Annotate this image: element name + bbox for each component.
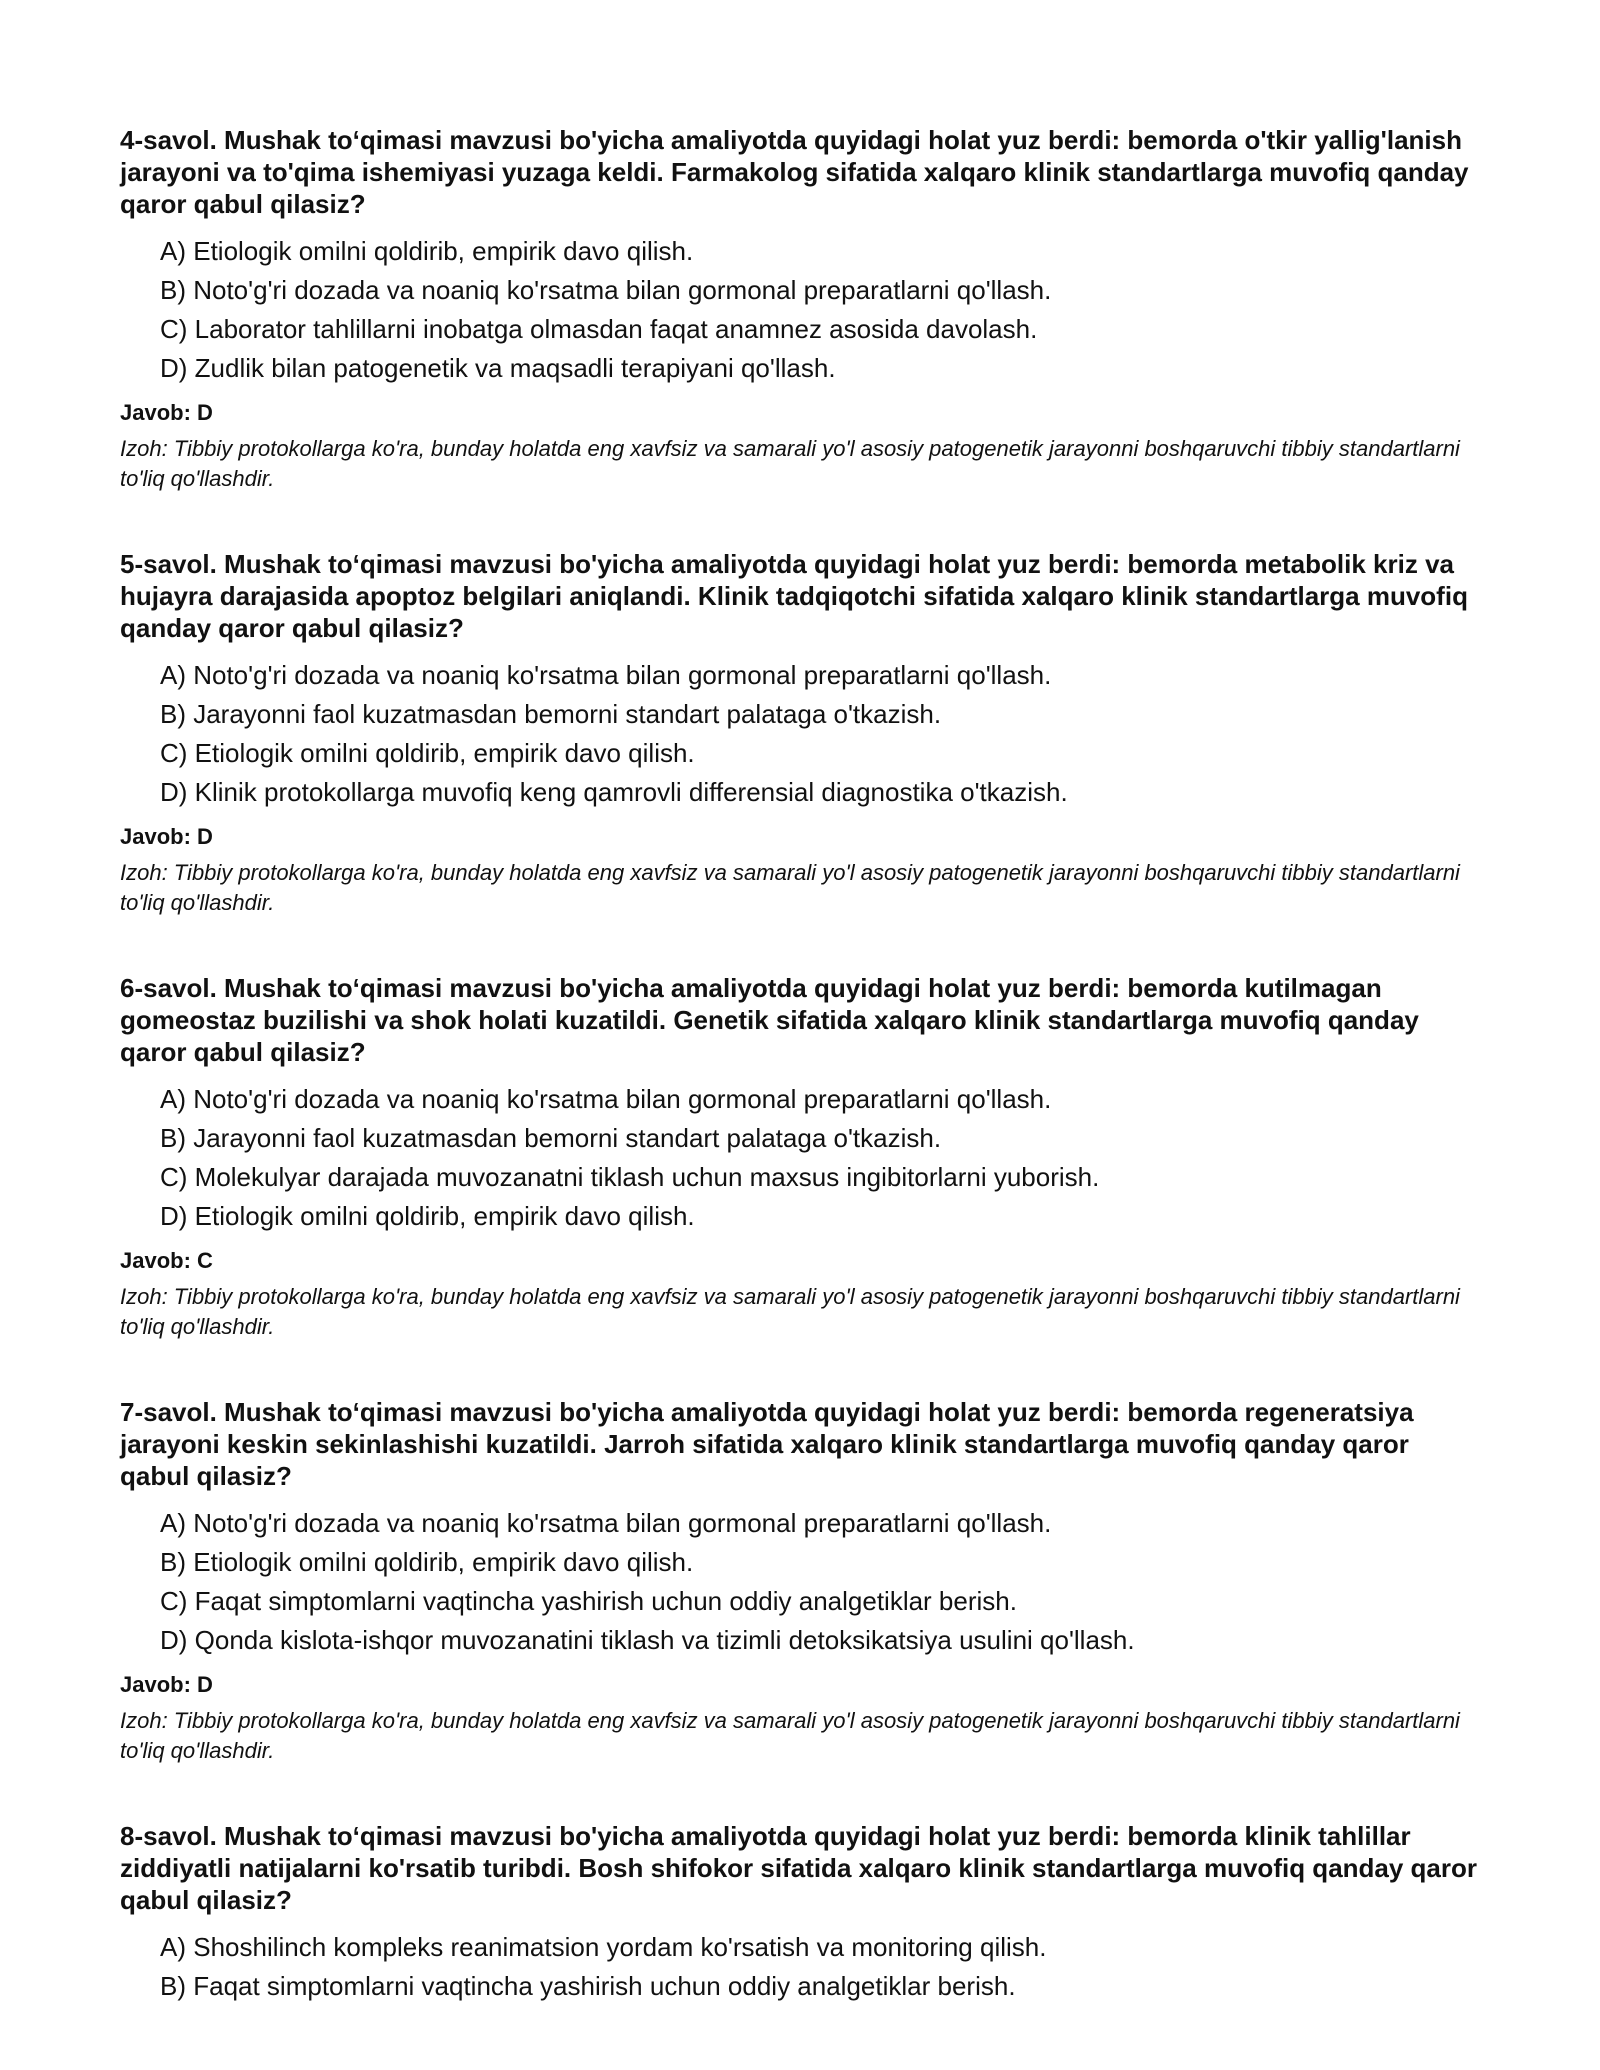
option-a: A) Noto'g'ri dozada va noaniq ko'rsatma bilan gormonal preparatlarni qo'llash.: [160, 1508, 1052, 1538]
answer-label: Javob: C: [120, 1248, 213, 1273]
option-d: D) Klinik protokollarga muvofiq keng qamrovli differensial diagnostika o'tkazish.: [160, 777, 1068, 807]
answer-label: Javob: D: [120, 824, 213, 849]
answer-label: Javob: D: [120, 1672, 213, 1697]
document-page: [120, 124, 1480, 2060]
explanation-note: Izoh: Tibbiy protokollarga ko'ra, bunday holatda eng xavfsiz va samarali yo'l asosiy patogenetik jarayonni boshqaruvchi tibbiy standartlarni to'liq qo'llashdir.: [120, 860, 1460, 915]
option-c: C) Molekulyar darajada muvozanatni tiklash uchun maxsus ingibitorlarni yuborish.: [160, 1162, 1100, 1192]
option-c: C) Faqat simptomlarni vaqtincha yashirish uchun oddiy analgetiklar berish.: [160, 1586, 1017, 1616]
question-title: 6-savol. Mushak to‘qimasi mavzusi bo'yicha amaliyotda quyidagi holat yuz berdi: bemorda kutilmagan gomeostaz buzilishi va shok holati kuzatildi. Genetik sifatida xalqaro klinik standartlarga muvofiq qanday qaror qabul qilasiz?: [120, 973, 1419, 1067]
option-a: A) Noto'g'ri dozada va noaniq ko'rsatma bilan gormonal preparatlarni qo'llash.: [160, 660, 1052, 690]
option-b: B) Faqat simptomlarni vaqtincha yashirish uchun oddiy analgetiklar berish.: [160, 1971, 1016, 2001]
question-block: [120, 548, 1480, 918]
option-d: D) Qonda kislota-ishqor muvozanatini tiklash va tizimli detoksikatsiya usulini qo'llash.: [160, 1625, 1135, 1655]
option-d: D) Zudlik bilan patogenetik va maqsadli terapiyani qo'llash.: [160, 353, 836, 383]
answer-label: Javob: D: [120, 400, 213, 425]
question-title: 8-savol. Mushak to‘qimasi mavzusi bo'yicha amaliyotda quyidagi holat yuz berdi: bemorda klinik tahlillar ziddiyatli natijalarni ko'rsatib turibdi. Bosh shifokor sifatida xalqaro klinik standartlarga muvofiq qanday qaror qabul qilasiz?: [120, 1821, 1478, 1915]
question-block: [120, 1396, 1480, 1766]
option-a: A) Shoshilinch kompleks reanimatsion yordam ko'rsatish va monitoring qilish.: [160, 1932, 1047, 1962]
option-a: A) Etiologik omilni qoldirib, empirik davo qilish.: [160, 236, 694, 266]
question-block: [120, 972, 1480, 1342]
option-list: [120, 656, 1480, 812]
question-title: 4-savol. Mushak to‘qimasi mavzusi bo'yicha amaliyotda quyidagi holat yuz berdi: bemorda o'tkir yallig'lanish jarayoni va to'qima ishemiyasi yuzaga keldi. Farmakolog sifatida xalqaro klinik standartlarga muvofiq qanday qaror qabul qilasiz?: [120, 125, 1469, 219]
option-d: D) Etiologik omilni qoldirib, empirik davo qilish.: [160, 1201, 695, 1231]
explanation-note: Izoh: Tibbiy protokollarga ko'ra, bunday holatda eng xavfsiz va samarali yo'l asosiy patogenetik jarayonni boshqaruvchi tibbiy standartlarni to'liq qo'llashdir.: [120, 436, 1460, 491]
option-b: B) Jarayonni faol kuzatmasdan bemorni standart palataga o'tkazish.: [160, 1123, 942, 1153]
option-list: [120, 1928, 1480, 2006]
explanation-note: Izoh: Tibbiy protokollarga ko'ra, bunday holatda eng xavfsiz va samarali yo'l asosiy patogenetik jarayonni boshqaruvchi tibbiy standartlarni to'liq qo'llashdir.: [120, 1708, 1460, 1763]
option-list: [120, 232, 1480, 388]
option-b: B) Noto'g'ri dozada va noaniq ko'rsatma bilan gormonal preparatlarni qo'llash.: [160, 275, 1052, 305]
option-a: A) Noto'g'ri dozada va noaniq ko'rsatma bilan gormonal preparatlarni qo'llash.: [160, 1084, 1052, 1114]
explanation-note: Izoh: Tibbiy protokollarga ko'ra, bunday holatda eng xavfsiz va samarali yo'l asosiy patogenetik jarayonni boshqaruvchi tibbiy standartlarni to'liq qo'llashdir.: [120, 1284, 1460, 1339]
option-c: C) Laborator tahlillarni inobatga olmasdan faqat anamnez asosida davolash.: [160, 314, 1038, 344]
question-block: [120, 124, 1480, 494]
option-list: [120, 1504, 1480, 1660]
question-block: [120, 1820, 1480, 2006]
option-c: C) Etiologik omilni qoldirib, empirik davo qilish.: [160, 738, 695, 768]
option-b: B) Etiologik omilni qoldirib, empirik davo qilish.: [160, 1547, 694, 1577]
question-title: 7-savol. Mushak to‘qimasi mavzusi bo'yicha amaliyotda quyidagi holat yuz berdi: bemorda regeneratsiya jarayoni keskin sekinlashishi kuzatildi. Jarroh sifatida xalqaro klinik standartlarga muvofiq qanday qaror qabul qilasiz?: [120, 1397, 1414, 1491]
option-list: [120, 1080, 1480, 1236]
question-title: 5-savol. Mushak to‘qimasi mavzusi bo'yicha amaliyotda quyidagi holat yuz berdi: bemorda metabolik kriz va hujayra darajasida apoptoz belgilari aniqlandi. Klinik tadqiqotchi sifatida xalqaro klinik standartlarga muvofiq qanday qaror qabul qilasiz?: [120, 549, 1468, 643]
option-b: B) Jarayonni faol kuzatmasdan bemorni standart palataga o'tkazish.: [160, 699, 942, 729]
